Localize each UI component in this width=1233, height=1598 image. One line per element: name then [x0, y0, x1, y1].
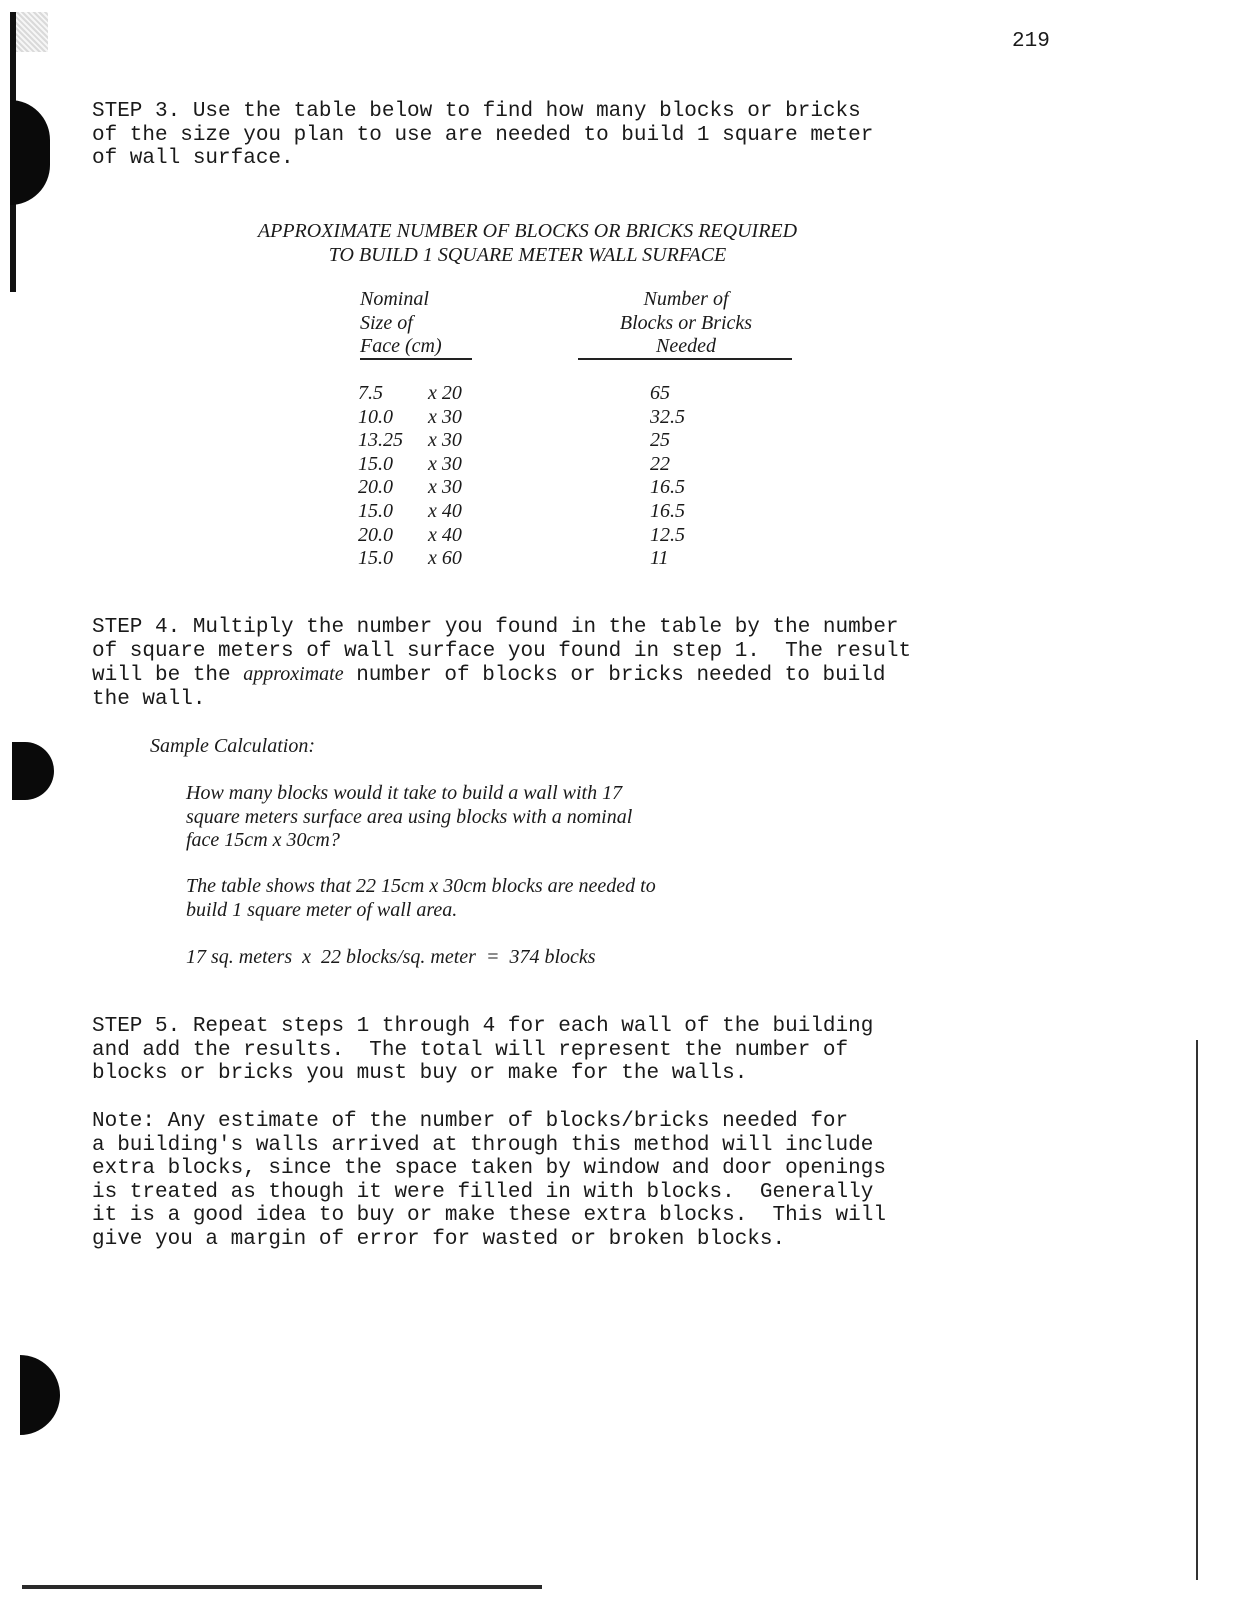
- cell-count: 25: [650, 429, 670, 452]
- header-line: Needed: [656, 335, 716, 357]
- sample-answer: [186, 875, 656, 922]
- cell-width: 10.0: [358, 405, 393, 428]
- right-edge-line: [1196, 1040, 1198, 1580]
- step-5-paragraph: [92, 1015, 873, 1086]
- page-number: 219: [1012, 30, 1050, 53]
- cell-count: 16.5: [650, 500, 685, 523]
- cell-height: x 30: [428, 429, 462, 452]
- text-line: the wall.: [92, 687, 206, 711]
- text-line: build 1 square meter of wall area.: [186, 898, 458, 921]
- cell-width: 15.0: [358, 452, 393, 475]
- table-row: [358, 452, 670, 477]
- note-paragraph: [92, 1110, 886, 1251]
- cell-height: x 20: [428, 382, 462, 405]
- text-line: STEP 4. Multiply the number you found in the table by the number: [92, 616, 899, 639]
- table-title-line: TO BUILD 1 SQUARE METER WALL SURFACE: [328, 243, 727, 266]
- text-line: STEP 3. Use the table below to find how many blocks or bricks: [92, 100, 861, 123]
- punch-hole-middle: [12, 742, 54, 800]
- text-line: of wall surface.: [92, 147, 294, 170]
- table-row: [358, 500, 685, 524]
- text-line: of the size you plan to use are needed to build 1 square meter: [92, 123, 874, 147]
- cell-height: x 30: [428, 405, 462, 428]
- column-header-rule: [360, 358, 472, 360]
- text-line: The table shows that 22 15cm x 30cm blocks are needed to: [186, 875, 656, 897]
- table-row: [358, 523, 685, 548]
- column-header-rule: [578, 358, 792, 360]
- punch-hole-top: [10, 100, 50, 205]
- bottom-edge-line: [22, 1585, 542, 1589]
- text-segment: will be the: [92, 664, 244, 687]
- sample-question: [186, 782, 632, 853]
- text-line: give you a margin of error for wasted or broken blocks.: [92, 1227, 786, 1251]
- text-segment: number of blocks or bricks needed to build: [343, 664, 886, 687]
- table-title: [200, 220, 855, 267]
- cell-count: 12.5: [650, 523, 685, 546]
- text-line: of square meters of wall surface you found in step 1. The result: [92, 639, 912, 663]
- table-body: [358, 382, 685, 571]
- text-line: extra blocks, since the space taken by window and door openings: [92, 1157, 886, 1180]
- cell-width: 20.0: [358, 476, 393, 499]
- text-line: square meters surface area using blocks with a nominal: [186, 805, 633, 828]
- cell-count: 16.5: [650, 476, 685, 499]
- text-line: is treated as though it were filled in with blocks. Generally: [92, 1180, 874, 1204]
- column-header-size: [360, 288, 442, 359]
- punch-hole-bottom: [20, 1355, 60, 1435]
- emphasis-approximate: approximate: [243, 663, 344, 685]
- text-line: and add the results. The total will represent the number of: [92, 1038, 849, 1062]
- text-line: STEP 5. Repeat steps 1 through 4 for each wall of the building: [92, 1015, 874, 1038]
- header-line: Size of: [360, 311, 413, 334]
- step-4-paragraph: [92, 616, 911, 711]
- table-title-line: APPROXIMATE NUMBER OF BLOCKS OR BRICKS REQUIRED: [257, 220, 798, 242]
- header-line: Face (cm): [360, 335, 442, 357]
- step-3-paragraph: [92, 100, 873, 171]
- table-row: [358, 429, 670, 453]
- cell-height: x 30: [428, 452, 462, 475]
- cell-height: x 60: [428, 547, 462, 570]
- sample-calculation-heading: Sample Calculation:: [150, 735, 315, 757]
- text-line: face 15cm x 30cm?: [186, 829, 340, 851]
- column-header-count: [578, 288, 794, 359]
- text-line: [92, 663, 911, 688]
- cell-width: 15.0: [358, 500, 393, 523]
- table-row: [358, 476, 685, 500]
- table-row: [358, 405, 685, 430]
- sample-equation: 17 sq. meters x 22 blocks/sq. meter = 374 blocks: [186, 946, 596, 968]
- cell-width: 20.0: [358, 523, 393, 546]
- text-line: blocks or bricks you must buy or make for the walls.: [92, 1062, 748, 1085]
- text-line: it is a good idea to buy or make these extra blocks. This will: [92, 1204, 886, 1227]
- text-line: a building's walls arrived at through this method will include: [92, 1133, 874, 1157]
- text-line: Note: Any estimate of the number of blocks/bricks needed for: [92, 1110, 849, 1133]
- cell-width: 13.25: [358, 429, 403, 452]
- cell-height: x 40: [428, 523, 462, 546]
- header-line: Number of: [643, 288, 729, 310]
- cell-count: 22: [650, 452, 670, 475]
- header-line: Nominal: [360, 288, 429, 310]
- table-row: [358, 547, 669, 571]
- header-line: Blocks or Bricks: [619, 311, 753, 334]
- cell-width: 15.0: [358, 547, 393, 570]
- cell-height: x 30: [428, 476, 462, 499]
- cell-height: x 40: [428, 500, 462, 523]
- cell-count: 65: [650, 382, 670, 405]
- cell-count: 11: [650, 547, 669, 570]
- cell-width: 7.5: [358, 382, 383, 405]
- table-row: [358, 382, 670, 406]
- text-line: How many blocks would it take to build a wall with 17: [186, 782, 623, 804]
- cell-count: 32.5: [650, 405, 685, 428]
